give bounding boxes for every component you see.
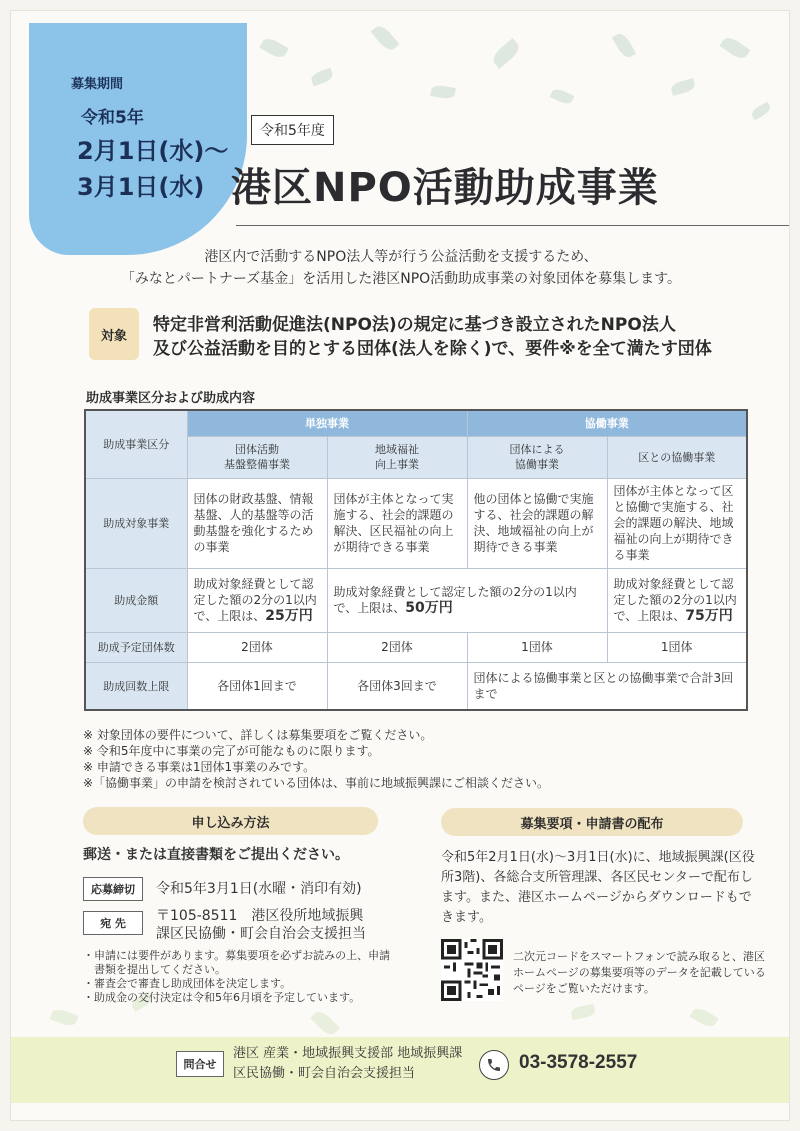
address-line: 課区民協働・町会自治会支援担当 [156, 926, 366, 942]
target-tag: 対象 [89, 308, 139, 360]
row-header-amount: 助成金額 [85, 568, 187, 632]
category-header: 地域福祉 向上事業 [327, 436, 467, 478]
category-header: 団体による 協働事業 [467, 436, 607, 478]
intro-line: 港区内で活動するNPO法人等が行う公益活動を支援するため、 [204, 249, 598, 265]
apply-method-text: 郵送・または直接書類をご提出ください。 [83, 847, 349, 863]
contact-line: 港区 産業・地域振興支援部 地域振興課 [233, 1046, 463, 1061]
row-header-limit: 助成回数上限 [85, 662, 187, 710]
recruitment-period-badge [29, 23, 247, 255]
target-cell: 団体が主体となって区と協働で実施する、社会的課題の解決、地域福祉の向上が期待できる事業 [607, 478, 747, 568]
amount-value: 50万円 [405, 600, 453, 616]
amount-text: 助成対象経費として認定した額の2分の1以内で、上限は、 [193, 577, 317, 623]
table-caption: 助成事業区分および助成内容 [86, 391, 256, 406]
address-line: 〒105-8511 港区役所地域振興 [156, 908, 364, 924]
contact-line: 区民協働・町会自治会支援担当 [233, 1066, 416, 1081]
distribution-text: 令和5年2月1日(水)〜3月1日(水)に、地域振興課(区役所3階)、各総合支所管理課、各区民センターで配布します。また、港区ホームページからダウンロードもできます。 [441, 850, 755, 925]
limit-cell: 各団体1回まで [187, 662, 327, 710]
collab-project-header: 協働事業 [467, 410, 747, 436]
groups-cell: 1団体 [467, 632, 607, 662]
small-note: 書類を提出してください。 [83, 963, 226, 976]
target-cell: 他の団体と協働で実施する、社会的課題の解決、地域福祉の向上が期待できる事業 [467, 478, 607, 568]
groups-cell: 2団体 [187, 632, 327, 662]
page-title: 港区NPO活動助成事業 [231, 165, 659, 211]
amount-cell [187, 568, 327, 632]
period-year: 令和5年 [81, 108, 144, 128]
category-header: 団体活動 基盤整備事業 [187, 436, 327, 478]
period-label: 募集期間 [71, 77, 124, 92]
row-header-target: 助成対象事業 [85, 478, 187, 568]
address-value [156, 907, 366, 943]
category-header: 区との協働事業 [607, 436, 747, 478]
period-start: 2月1日(水)〜 [77, 137, 229, 165]
target-cell: 団体の財政基盤、情報基盤、人的基盤等の活動基盤を強化するための事業 [187, 478, 327, 568]
contact-tag: 問合せ [176, 1051, 224, 1077]
target-line: 及び公益活動を目的とする団体(法人を除く)で、要件※を全て満たす団体 [153, 339, 712, 359]
flyer-page [10, 10, 790, 1121]
row-header-groups: 助成予定団体数 [85, 632, 187, 662]
single-project-header: 単独事業 [187, 410, 467, 436]
qr-code[interactable] [441, 939, 503, 1001]
apply-small-notes [83, 949, 390, 1005]
title-divider [236, 225, 790, 226]
fiscal-year-label: 令和5年度 [251, 115, 334, 145]
distribution-heading: 募集要項・申請書の配布 [441, 808, 743, 836]
notes-list [83, 727, 549, 791]
note-item: ※ 申請できる事業は1団体1事業のみです。 [83, 760, 316, 774]
limit-cell: 各団体3回まで [327, 662, 467, 710]
small-note: ・審査会で審査し助成団体を決定します。 [83, 977, 292, 990]
apply-heading: 申し込み方法 [83, 807, 378, 835]
amount-value: 75万円 [685, 608, 733, 624]
contact-department [233, 1044, 462, 1084]
target-cell: 団体が主体となって実施する、社会的課題の解決、区民福祉の向上が期待できる事業 [327, 478, 467, 568]
amount-text: 助成対象経費として認定した額の2分の1以内で、上限は、 [333, 585, 577, 615]
amount-cell [607, 568, 747, 632]
deadline-value: 令和5年3月1日(水曜・消印有効) [156, 881, 362, 897]
small-note: ・助成金の交付決定は令和5年6月頃を予定しています。 [83, 991, 361, 1004]
amount-text: 助成対象経費として認定した額の2分の1以内で、上限は、 [613, 577, 737, 623]
contact-phone-number[interactable]: 03-3578-2557 [519, 1052, 638, 1073]
address-tag: 宛 先 [83, 911, 143, 935]
grant-table [84, 409, 748, 711]
target-description [153, 313, 712, 361]
intro-line: 「みなとパートナーズ基金」を活用した港区NPO活動助成事業の対象団体を募集します。 [120, 271, 682, 287]
small-note: ・申請には要件があります。募集要項を必ずお読みの上、申請 [83, 949, 391, 962]
amount-cell [327, 568, 607, 632]
groups-cell: 1団体 [607, 632, 747, 662]
period-end: 3月1日(水) [77, 173, 205, 201]
amount-value: 25万円 [265, 608, 313, 624]
target-line: 特定非営利活動促進法(NPO法)の規定に基づき設立されたNPO法人 [153, 315, 676, 335]
limit-cell: 団体による協働事業と区との協働事業で合計3回まで [467, 662, 747, 710]
intro-text [11, 246, 790, 290]
phone-icon [479, 1050, 509, 1080]
note-item: ※ 令和5年度中に事業の完了が可能なものに限ります。 [83, 744, 380, 758]
groups-cell: 2団体 [327, 632, 467, 662]
note-item: ※「協働事業」の申請を検討されている団体は、事前に地域振興課にご相談ください。 [83, 776, 550, 790]
qr-description: 二次元コードをスマートフォンで読み取ると、港区ホームページの募集要項等のデータを記載しているページをご覧いただけます。 [513, 950, 766, 995]
table-corner-header: 助成事業区分 [85, 410, 187, 478]
deadline-tag: 応募締切 [83, 877, 143, 901]
note-item: ※ 対象団体の要件について、詳しくは募集要項をご覧ください。 [83, 728, 433, 742]
